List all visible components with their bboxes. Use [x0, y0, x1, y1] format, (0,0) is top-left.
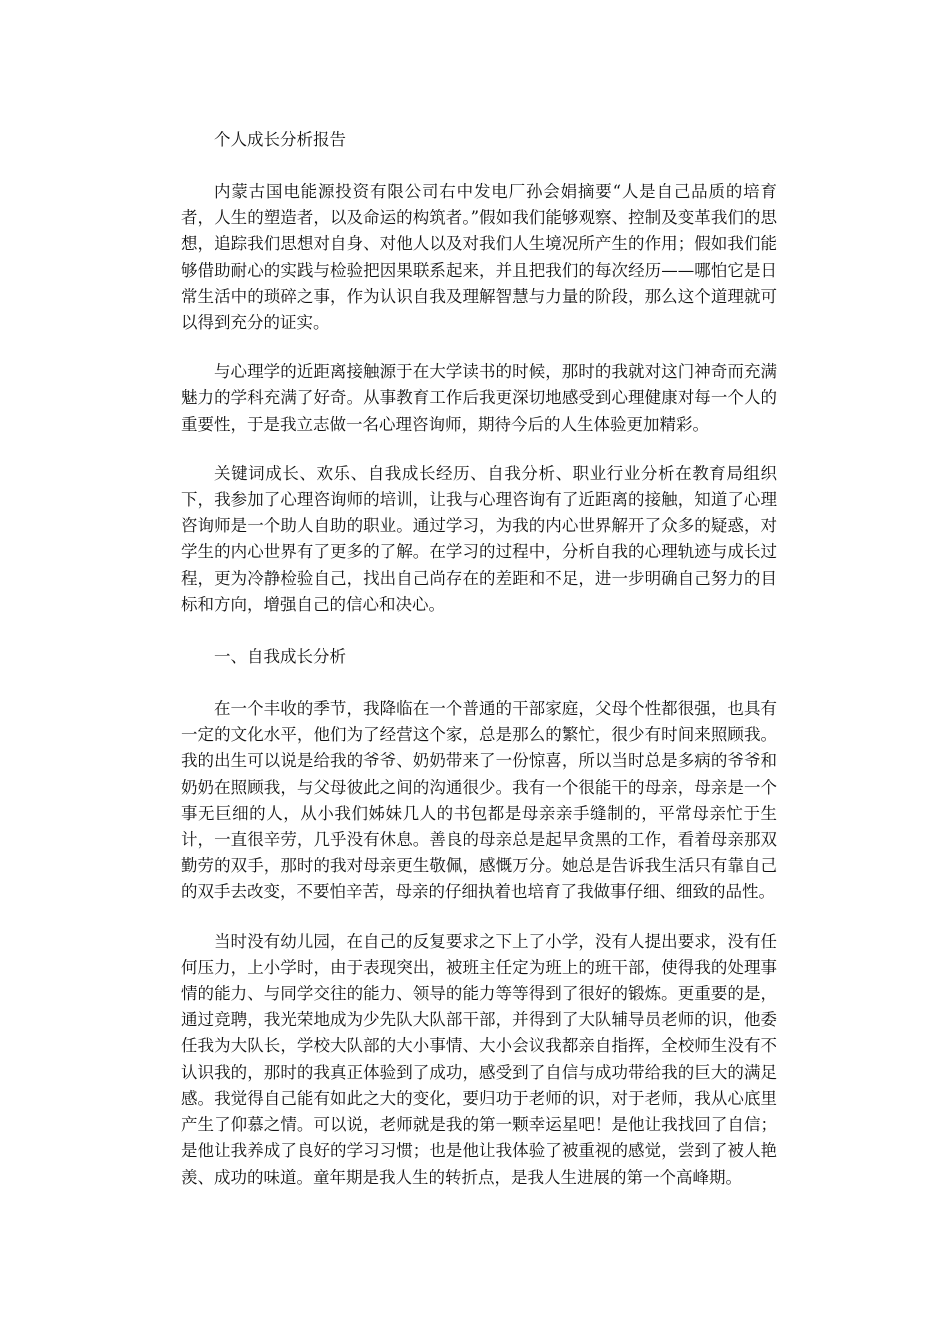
paragraph-abstract: 内蒙古国电能源投资有限公司右中发电厂孙会娟摘要“人是自己品质的培育者，人生的塑造者，以及命运的构筑者。”假如我们能够观察、控制及变革我们的思想，追踪我们思想对自身、对他人以及对我们人生境况所产生的作用；假如我们能够借助耐心的实践与检验把因果联系起来，并且把我们的每次经历——哪怕它是日常生活中的琐碎之事，作为认识自我及理解智慧与力量的阶段，那么这个道理就可以得到充分的证实。: [181, 182, 777, 333]
paragraph-school-experience: 当时没有幼儿园，在自己的反复要求之下上了小学，没有人提出要求，没有任何压力，上小学时，由于表现突出，被班主任定为班上的班干部，使得我的处理事情的能力、与同学交往的能力、领导的能力等等得到了很好的锻炼。更重要的是，通过竞聘，我光荣地成为少先队大队部干部，并得到了大队辅导员老师的识，他委任我为大队长，学校大队部的大小事情、大小会议我都亲自指挥，全校师生没有不认识我的，那时的我真正体验到了成功，感受到了自信与成功带给我的巨大的满足感。我觉得自己能有如此之大的变化，要归功于老师的识，对于老师，我从心底里产生了仰慕之情。可以说，老师就是我的第一颗幸运星吧！是他让我找回了自信；是他让我养成了良好的学习习惯；也是他让我体验了被重视的感觉，尝到了被人艳羡、成功的味道。童年期是我人生的转折点，是我人生进展的第一个高峰期。: [181, 931, 777, 1187]
paragraph-keywords-training: 关键词成长、欢乐、自我成长经历、自我分析、职业行业分析在教育局组织下，我参加了心理咨询师的培训，让我与心理咨询有了近距离的接触，知道了心理咨询师是一个助人自助的职业。通过学习，为我的内心世界解开了众多的疑惑，对学生的内心世界有了更多的了解。在学习的过程中，分析自我的心理轨迹与成长过程，更为冷静检验自己，找出自己尚存在的差距和不足，进一步明确自己努力的目标和方向，增强自己的信心和决心。: [181, 463, 777, 614]
paragraph-family-background: 在一个丰收的季节，我降临在一个普通的干部家庭，父母个性都很强，也具有一定的文化水平，他们为了经营这个家，总是那么的繁忙，很少有时间来照顾我。我的出生可以说是给我的爷爷、奶奶带来了一份惊喜，所以当时总是多病的爷爷和奶奶在照顾我，与父母彼此之间的沟通很少。我有一个很能干的母亲，母亲是一个事无巨细的人，从小我们姊妹几人的书包都是母亲亲手缝制的，平常母亲忙于生计，一直很辛劳，几乎没有休息。善良的母亲总是起早贪黑的工作，看着母亲那双勤劳的双手，那时的我对母亲更生敬佩，感慨万分。她总是告诉我生活只有靠自己的双手去改变，不要怕辛苦，母亲的仔细执着也培育了我做事仔细、细致的品性。: [181, 699, 777, 902]
document-title: 个人成长分析报告: [214, 130, 346, 149]
section-heading: 一、自我成长分析: [214, 647, 346, 667]
document-body: [181, 124, 777, 1191]
paragraph-psychology-interest: 与心理学的近距离接触源于在大学读书的时候，那时的我就对这门神奇而充满魅力的学科充满了好奇。从事教育工作后我更深切地感受到心理健康对每一个人的重要性，于是我立志做一名心理咨询师，期待今后的人生体验更加精彩。: [181, 362, 777, 434]
